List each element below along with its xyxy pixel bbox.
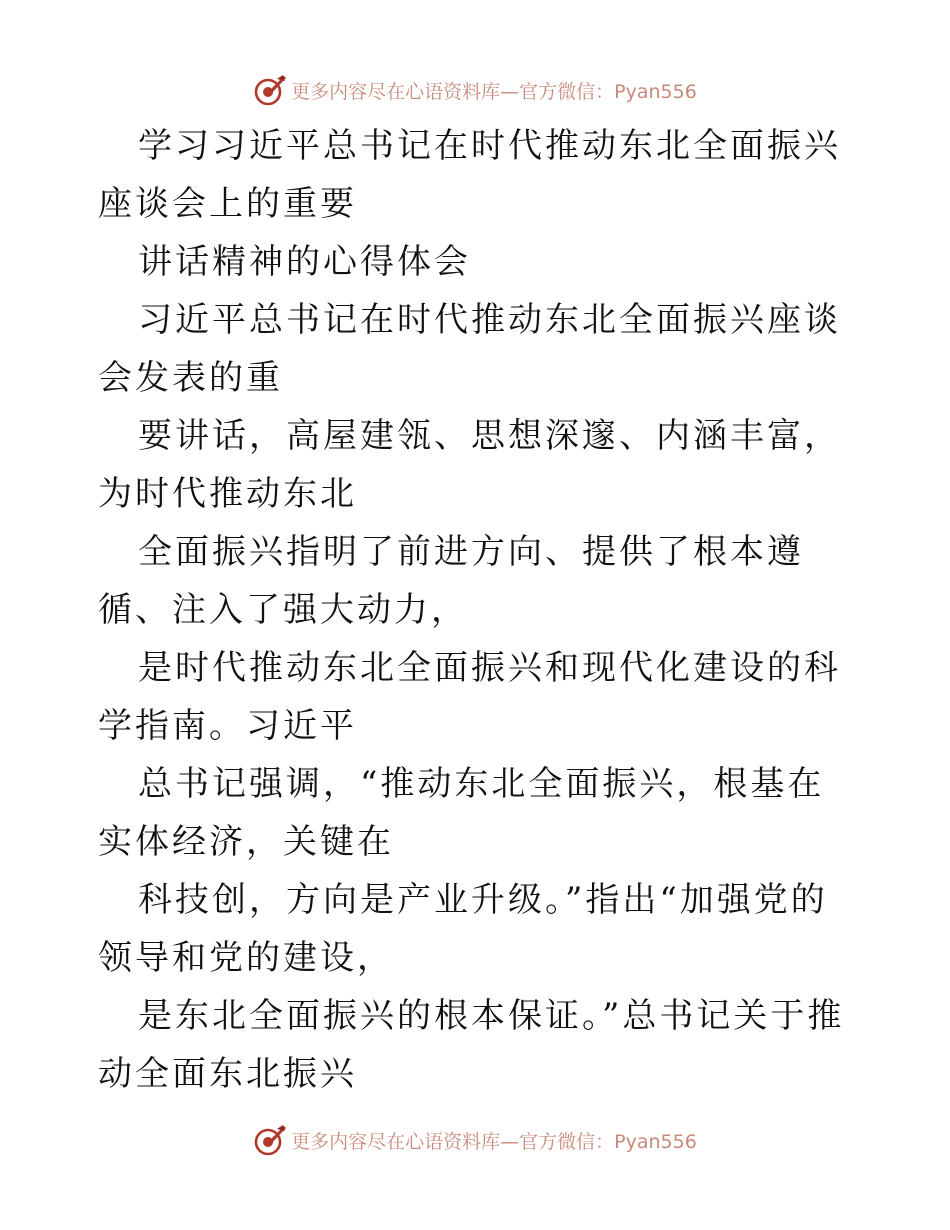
footer-watermark-text: 更多内容尽在心语资料库—官方微信：Pyan556 — [291, 1130, 697, 1153]
paragraph-title-line-2: 讲话精神的心得体会 — [138, 242, 471, 282]
feather-seal-logo-icon — [253, 1123, 287, 1157]
header-watermark — [0, 72, 950, 108]
header-watermark-text: 更多内容尽在心语资料库—官方微信：Pyan556 — [291, 80, 697, 103]
paragraph-line-3: 习近平总书记在时代推动东北全面振兴座谈会发表的重 — [98, 300, 841, 398]
paragraph-line-5: 全面振兴指明了前进方向、提供了根本遵循、注入了强大动力， — [98, 532, 804, 630]
paragraph-line-4: 要讲话，高屋建瓴、思想深邃、内涵丰富，为时代推动东北 — [98, 416, 841, 514]
paragraph-line-7: 总书记强调，“推动东北全面振兴，根基在实体经济，关键在 — [98, 764, 825, 862]
paragraph-line-6: 是时代推动东北全面振兴和现代化建设的科学指南。习近平 — [98, 648, 841, 746]
document-body — [98, 117, 858, 1103]
paragraph-title-line-1: 学习习近平总书记在时代推动东北全面振兴座谈会上的重要 — [98, 126, 841, 224]
paragraph-line-9: 是东北全面振兴的根本保证。”总书记关于推动全面东北振兴 — [98, 996, 845, 1094]
footer-watermark — [0, 1122, 950, 1158]
paragraph-line-8: 科技创，方向是产业升级。”指出“加强党的领导和党的建设， — [98, 880, 828, 978]
feather-seal-logo-icon — [253, 73, 287, 107]
